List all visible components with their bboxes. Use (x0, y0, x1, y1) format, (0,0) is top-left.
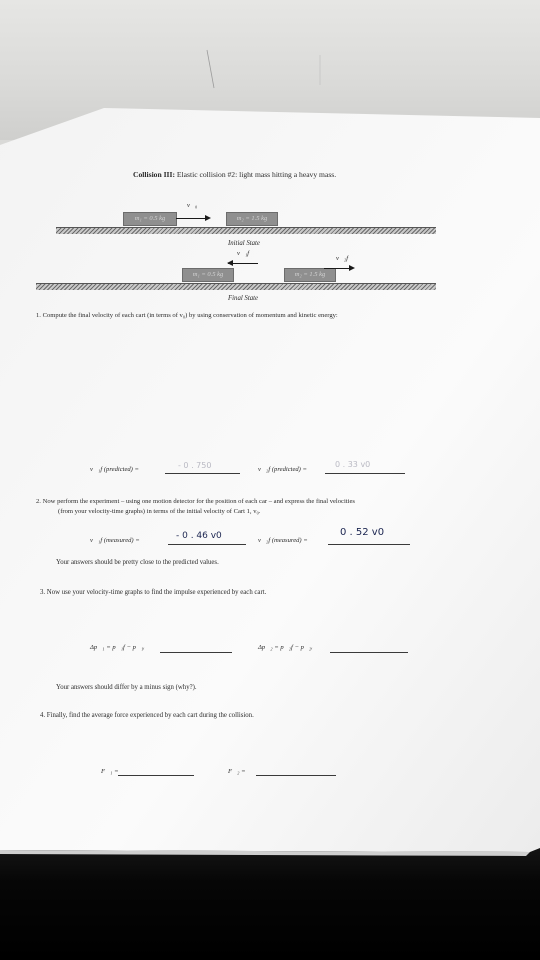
q3-note: Your answers should differ by a minus sign (why?). (56, 684, 197, 691)
q3-answer-line-2[interactable] (330, 652, 408, 653)
arrowhead-icon (349, 265, 355, 271)
q1-handwritten-answer-2: 0 . 33 v0 (335, 460, 371, 469)
question-1-text: 1. Compute the final velocity of each cart (in terms of v₀) by using conservation of momentum and kinetic energy: (36, 312, 338, 319)
q2-answer-line-2[interactable] (328, 544, 410, 545)
cart-1-initial: m₁ = 0.5 kg (123, 212, 177, 226)
question-3-text: 3. Now use your velocity-time graphs to find the impulse experienced by each cart. (40, 589, 267, 596)
caption-final-state: Final State (228, 295, 259, 302)
q2-handwritten-answer-2: 0 . 52 v0 (340, 527, 385, 538)
q3-label-impulse-1: Δp⃗₁ = p⃗₁f − p⃗₁ᵢ (90, 644, 145, 651)
velocity-arrow-initial (176, 218, 206, 219)
q1-label-v2f-predicted: v⃗₂f (predicted) = (258, 466, 307, 473)
arrowhead-icon (227, 260, 233, 266)
q2-handwritten-answer-1: - 0 . 46 v0 (176, 531, 222, 541)
q2-label-v1f-measured: v⃗₁f (measured) = (90, 537, 140, 544)
q1-answer-line-2[interactable] (325, 473, 405, 474)
velocity-label-v1f: v⃗₁f (237, 250, 250, 257)
arrowhead-icon (205, 215, 211, 221)
velocity-arrow-final-2 (324, 268, 350, 269)
question-2-line-2: (from your velocity-time graphs) in terms of the initial velocity of Cart 1, v₀. (58, 508, 261, 515)
cart-2-initial: m₂ = 1.5 kg (226, 212, 278, 226)
q4-label-force-2: F⃗₂ = (228, 768, 246, 775)
q2-note: Your answers should be pretty close to the predicted values. (56, 559, 219, 566)
question-2-line-1: 2. Now perform the experiment – using one motion detector for the position of each car – and express the final velocities (36, 498, 355, 505)
q2-answer-line-1[interactable] (168, 544, 246, 545)
caption-initial-state: Initial State (228, 240, 260, 247)
worksheet-title: Collision III: Elastic collision #2: light mass hitting a heavy mass. (133, 170, 337, 179)
velocity-label-v2f: v⃗₂f (336, 255, 349, 262)
track-final (36, 283, 436, 290)
q4-answer-line-1[interactable] (118, 775, 194, 776)
track-initial (56, 227, 436, 234)
q2-label-v2f-measured: v⃗₂f (measured) = (258, 537, 308, 544)
q4-answer-line-2[interactable] (256, 775, 336, 776)
q3-answer-line-1[interactable] (160, 652, 232, 653)
q4-label-force-1: F⃗₁ = (101, 768, 119, 775)
cart-2-final: m₂ = 1.5 kg (284, 268, 336, 282)
question-4-text: 4. Finally, find the average force experienced by each cart during the collision. (40, 712, 254, 719)
cart-1-final: m₁ = 0.5 kg (182, 268, 234, 282)
q3-label-impulse-2: Δp⃗₂ = p⃗₂f − p⃗₂ᵢ (258, 644, 313, 651)
q1-label-v1f-predicted: v⃗₁f (predicted) = (90, 466, 139, 473)
q1-answer-line-1[interactable] (165, 473, 240, 474)
velocity-label-v0: v⃗₀ (187, 202, 198, 209)
q1-handwritten-answer-1: - 0 . 750 (178, 461, 212, 470)
